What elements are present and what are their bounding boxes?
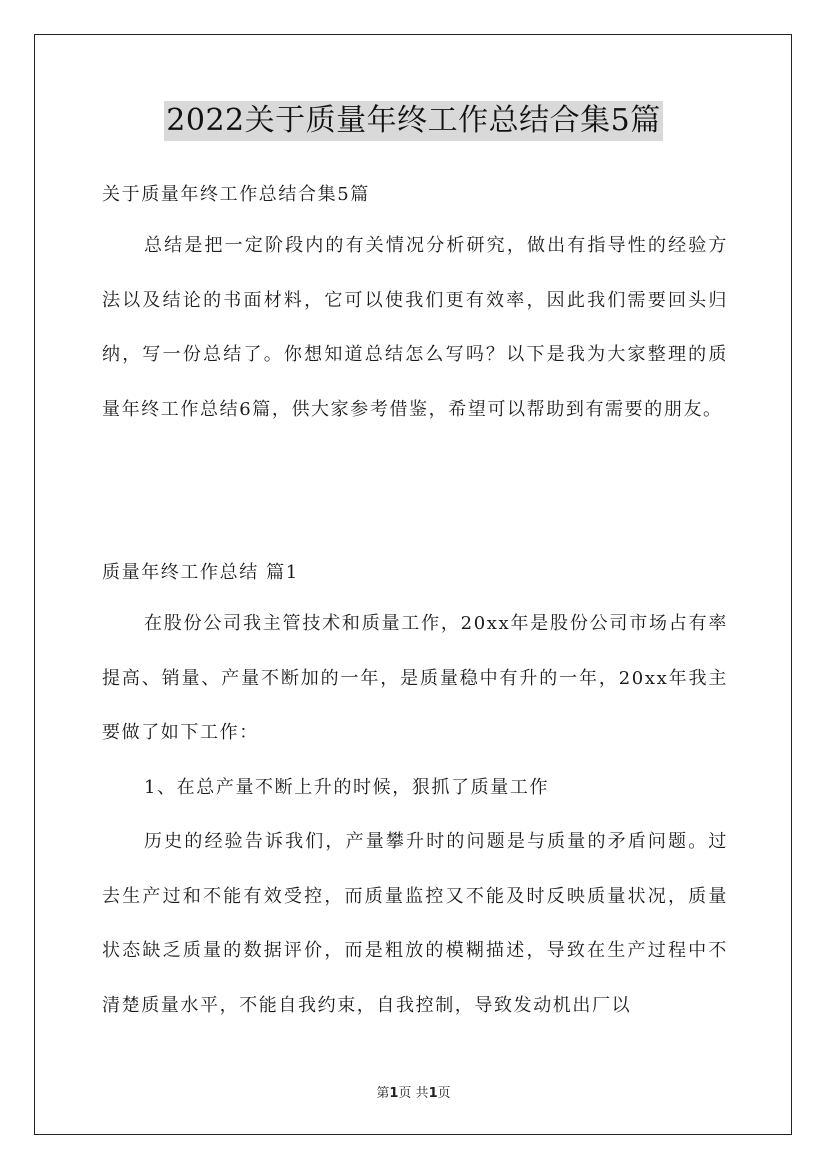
paragraph: 在股份公司我主管技术和质量工作，20xx年是股份公司市场占有率提高、销量、产量不断加的一年，是质量稳中有升的一年，20xx年我主要做了如下工作：: [102, 613, 728, 743]
paragraph-subheading: 1、在总产量不断上升的时候，狠抓了质量工作: [144, 776, 550, 798]
footer-page-number: 1: [389, 1086, 399, 1101]
document-subtitle: 关于质量年终工作总结合集5篇: [102, 184, 370, 205]
footer-prefix: 第: [376, 1086, 390, 1101]
document-title: 2022关于质量年终工作总结合集5篇: [164, 101, 662, 141]
section-heading: 质量年终工作总结 篇1: [102, 562, 299, 583]
section-body: [102, 597, 728, 1033]
footer-middle: 页 共: [398, 1086, 429, 1101]
title-container: [0, 101, 827, 141]
intro-paragraph: 总结是把一定阶段内的有关情况分析研究，做出有指导性的经验方法以及结论的书面材料，它可以使我们更有效率，因此我们需要回头归纳，写一份总结了。你想知道总结怎么写吗？以下是我为大家整理的质量年终工作总结6篇，供大家参考借鉴，希望可以帮助到有需要的朋友。: [102, 235, 728, 420]
paragraph: 历史的经验告诉我们，产量攀升时的问题是与质量的矛盾问题。过去生产过和不能有效受控，而质量监控又不能及时反映质量状况，质量状态缺乏质量的数据评价，而是粗放的模糊描述，导致在生产过程中不清楚质量水平，不能自我约束，自我控制，导致发动机出厂以: [102, 831, 728, 1016]
page-footer: [0, 1082, 827, 1101]
footer-total-pages: 1: [428, 1086, 438, 1101]
footer-suffix: 页: [437, 1086, 451, 1101]
